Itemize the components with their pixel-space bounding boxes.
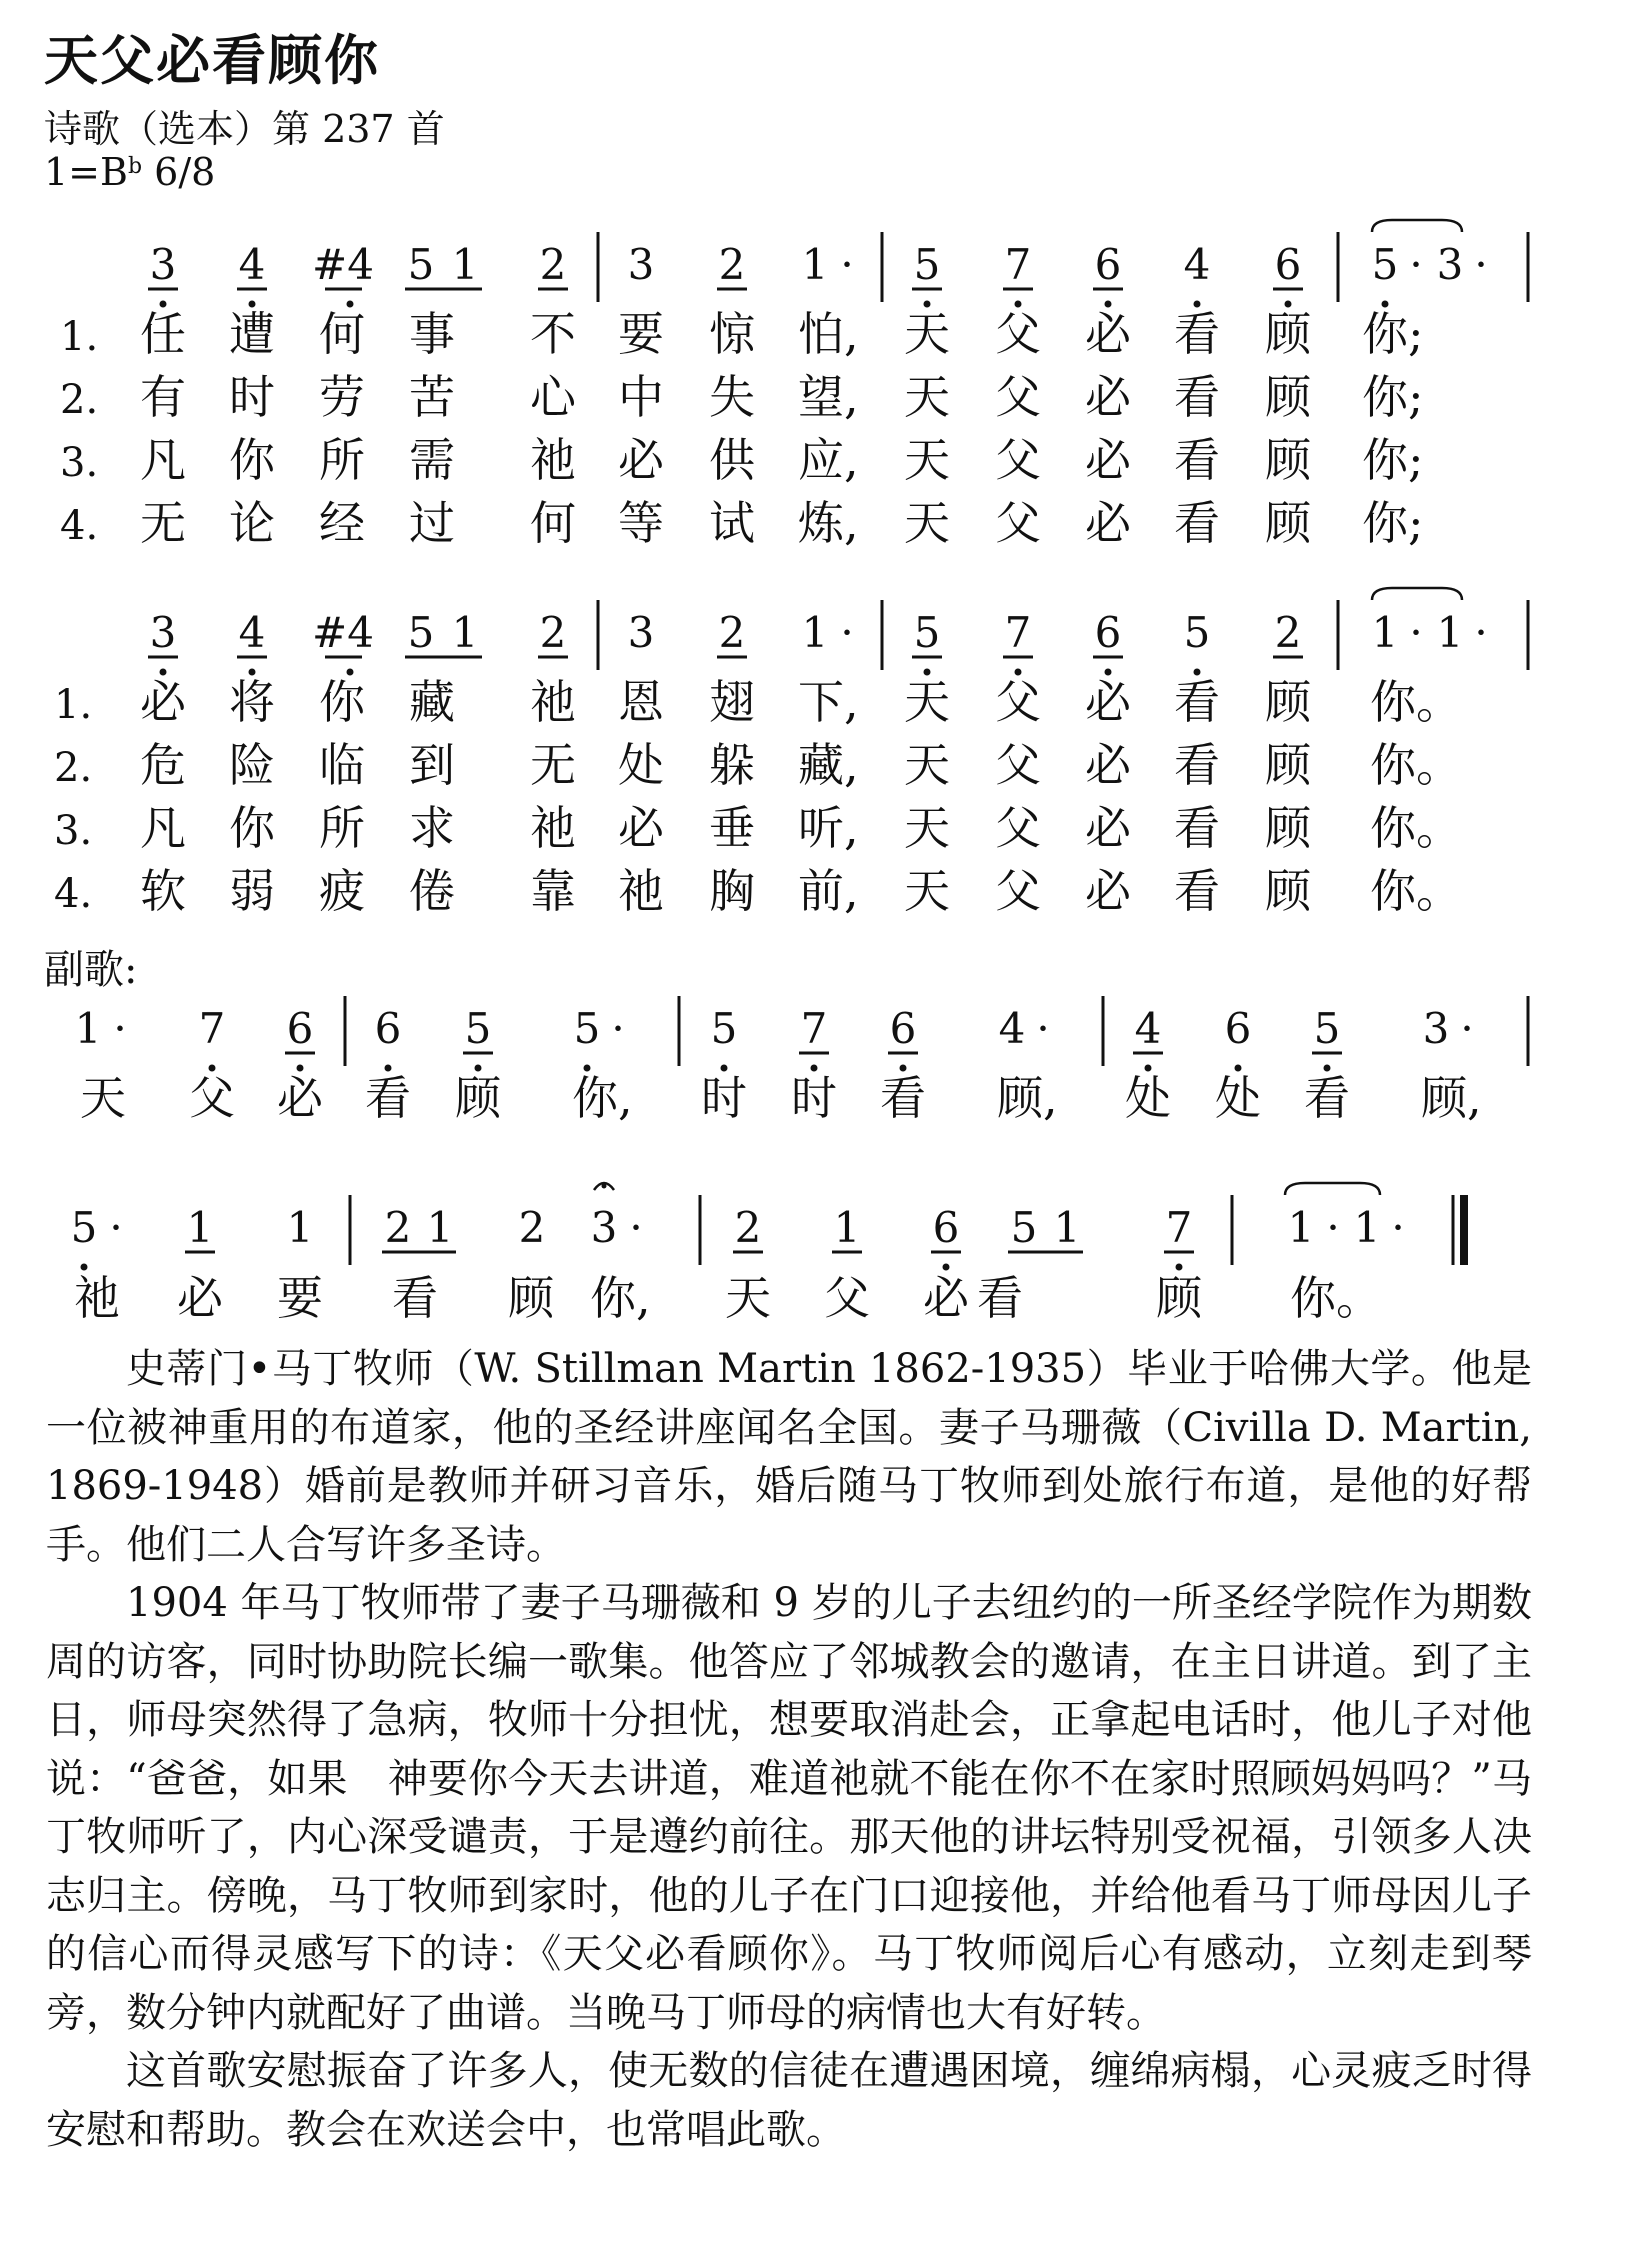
lyric-char: 你: [319, 675, 365, 729]
lyric-char: 要: [277, 1271, 323, 1325]
lyric-char: 苦: [409, 370, 455, 424]
lyric-char: 天: [904, 801, 950, 855]
note: #4: [312, 608, 374, 657]
note: 1: [186, 1203, 214, 1252]
verse-number: 4.: [54, 871, 93, 917]
lyric-char: 必: [923, 1271, 969, 1325]
augmentation-dot: ·: [1460, 1004, 1474, 1053]
lyric-char: 顾,: [1421, 1071, 1482, 1125]
lyric-char: 顾: [1265, 307, 1311, 361]
lyric-char: 必: [1085, 801, 1131, 855]
lyric-char: 过: [409, 496, 455, 550]
verse-number: 1.: [60, 314, 99, 360]
verse-4: [54, 864, 1462, 918]
note: 1: [451, 240, 479, 289]
tie-arc: [1372, 220, 1462, 232]
note: 2: [718, 608, 746, 657]
lyric-char: 听,: [798, 801, 859, 855]
note: 2: [1274, 608, 1302, 657]
lyric-char: 看: [1174, 675, 1220, 729]
lyric-char: 凡: [140, 801, 186, 855]
lyric-char: 天: [904, 433, 950, 487]
lyric-char: 需: [409, 433, 455, 487]
note: 5: [464, 1004, 492, 1053]
lyric-char: 父: [995, 864, 1041, 918]
lyric-char: 所: [319, 801, 365, 855]
note: 5: [407, 608, 435, 657]
bar-lines: [350, 1195, 1232, 1265]
lyric-char: 事: [409, 307, 455, 361]
lyric-char: 必: [177, 1271, 223, 1325]
chorus-lyrics: [74, 1271, 1382, 1325]
lyric-char: 你。: [1370, 801, 1462, 855]
lyric-char: 你: [229, 801, 275, 855]
lyric-char: 顾: [1265, 675, 1311, 729]
octave-dots: [81, 1264, 1183, 1271]
system-1: [60, 220, 1528, 550]
lyric-char: 看: [1174, 496, 1220, 550]
lyric-char: 惊: [709, 307, 755, 361]
lyric-char: 父: [995, 307, 1041, 361]
lyric-char: 任: [140, 307, 186, 361]
verse-lines: [54, 675, 1462, 918]
augmentation-dot: ·: [1391, 1203, 1405, 1252]
augmentation-dot: ·: [611, 1004, 625, 1053]
time-signature: 6/8: [154, 150, 216, 194]
octave-dots: [160, 669, 1201, 676]
lyric-char: 软: [140, 864, 186, 918]
lyric-char: 必: [1085, 433, 1131, 487]
lyric-char: 父: [995, 370, 1041, 424]
lyric-char: 论: [229, 496, 275, 550]
lyric-char: 看: [1304, 1071, 1350, 1125]
note: 2: [718, 240, 746, 289]
note: 6: [1094, 608, 1122, 657]
lyric-char: 顾: [1265, 370, 1311, 424]
story-paragraph: 史蒂门•马丁牧师（W. Stillman Martin 1862-1935）毕业于哈佛大学。他是一位被神重用的布道家，他的圣经讲座闻名全国。妻子马珊薇（Civilla D. Martin, 1869-1948）婚前是教师并研习音乐，婚后随马丁牧师到处旅行布道，是他的好帮手。他们二人合写许多圣诗。: [46, 1346, 1532, 1568]
verse-3: [60, 433, 1424, 487]
verse-1: [54, 675, 1462, 729]
lyric-char: 藏,: [798, 738, 859, 792]
lyric-char: 临: [319, 738, 365, 792]
lyric-char: 不: [530, 307, 576, 361]
verse-1: [60, 307, 1424, 361]
lyric-char: 到: [409, 738, 455, 792]
lyric-char: 你;: [1362, 370, 1424, 424]
lyric-char: 父: [824, 1271, 870, 1325]
note: 6: [286, 1004, 314, 1053]
lyric-char: 将: [229, 675, 275, 729]
lyric-char: 必: [277, 1071, 323, 1125]
lyric-char: 所: [319, 433, 365, 487]
note: 5: [913, 608, 941, 657]
lyric-char: 你,: [572, 1071, 633, 1125]
lyric-char: 你: [229, 433, 275, 487]
note: 6: [932, 1203, 960, 1252]
verse-number: 1.: [54, 682, 93, 728]
note: 5: [573, 1004, 601, 1053]
hymn-title: 天父必看顾你: [44, 29, 380, 92]
lyric-char: 顾: [1265, 433, 1311, 487]
lyric-char: 何: [530, 496, 576, 550]
note: 2: [539, 608, 567, 657]
verse-4: [60, 496, 1424, 550]
note: 5: [1010, 1203, 1038, 1252]
lyric-char: 祂: [74, 1271, 120, 1325]
note: 5: [1183, 608, 1211, 657]
augmentation-dot: ·: [109, 1203, 123, 1252]
lyric-char: 看: [1174, 864, 1220, 918]
hymn-story: [46, 1340, 1532, 2159]
chorus-label: 副歌:: [44, 947, 138, 993]
lyric-char: 处: [1215, 1071, 1261, 1125]
lyric-char: 躲: [709, 738, 755, 792]
note: 7: [1004, 608, 1032, 657]
augmentation-dot: ·: [1326, 1203, 1340, 1252]
notes-row: [71, 1203, 1405, 1252]
note: 5: [70, 1203, 98, 1252]
lyric-char: 藏: [409, 675, 455, 729]
lyric-char: 父: [995, 675, 1041, 729]
lyric-char: 无: [530, 738, 576, 792]
chorus-lyrics: [80, 1071, 1482, 1125]
augmentation-dot: ·: [840, 608, 854, 657]
lyric-char: 你;: [1362, 433, 1424, 487]
note: 3: [1436, 240, 1464, 289]
lyric-char: 天: [904, 675, 950, 729]
verse-number: 2.: [60, 377, 99, 423]
lyric-char: 你;: [1362, 307, 1424, 361]
note: 1: [1371, 608, 1399, 657]
lyric-char: 必: [1085, 496, 1131, 550]
lyric-char: 天: [904, 864, 950, 918]
lyric-char: 必: [1085, 370, 1131, 424]
lyric-char: 疲: [319, 864, 365, 918]
note: 6: [889, 1004, 917, 1053]
lyric-char: 你。: [1370, 864, 1462, 918]
note: 7: [1165, 1203, 1193, 1252]
note: 5: [913, 240, 941, 289]
note: 2: [734, 1203, 762, 1252]
lyric-char: 供: [709, 433, 755, 487]
note: 5: [1371, 240, 1399, 289]
lyric-char: 看: [880, 1071, 926, 1125]
note: 7: [800, 1004, 828, 1053]
lyric-char: 你,: [590, 1271, 651, 1325]
augmentation-dot: ·: [840, 240, 854, 289]
story-paragraph: 1904 年马丁牧师带了妻子马珊薇和 9 岁的儿子去纽约的一所圣经学院作为期数周的访客，同时协助院长编一歌集。他答应了邻城教会的邀请，在主日讲道。到了主日，师母突然得了急病，牧师十分担忧，想要取消赴会，正拿起电话时，他儿子对他说：“爸爸，如果 神要你今天去讲道，难道祂就不能在你不在家时照顾妈妈吗？”马丁牧师听了，内心深受谴责，于是遵约前往。那天他的讲坛特别受祝福，引领多人决志归主。傍晚，马丁牧师到家时，他的儿子在门口迎接他，并给他看马丁师母因儿子的信心而得灵感写下的诗：《天父必看顾你》。马丁牧师阅后心有感动，立刻走到琴旁，数分钟内就配好了曲谱。当晚马丁师母的病情也大有好转。: [46, 1580, 1532, 2036]
bar-lines: [345, 996, 1528, 1066]
lyric-char: 天: [904, 307, 950, 361]
lyric-char: 靠: [530, 864, 576, 918]
tie-arc: [1372, 588, 1462, 600]
note: 1: [1353, 1203, 1381, 1252]
note: 4: [238, 608, 266, 657]
lyric-char: 恩: [618, 675, 664, 729]
lyric-char: 祂: [530, 801, 576, 855]
lyric-char: 你。: [1290, 1271, 1382, 1325]
lyric-char: 时: [701, 1071, 747, 1125]
verse-2: [54, 738, 1462, 792]
lyric-char: 顾: [1265, 864, 1311, 918]
lyric-char: 下,: [798, 675, 859, 729]
verse-number: 4.: [60, 503, 99, 549]
lyric-char: 胸: [709, 864, 755, 918]
tie-arc: [1285, 1183, 1380, 1195]
lyric-char: 必: [1085, 307, 1131, 361]
verse-3: [54, 801, 1462, 855]
verse-2: [60, 370, 1424, 424]
note: 4: [1183, 240, 1211, 289]
lyric-char: 要: [618, 307, 664, 361]
notes-row: [150, 240, 1488, 289]
lyric-char: 顾: [1265, 496, 1311, 550]
note: 3: [1422, 1004, 1450, 1053]
lyric-char: 翅: [709, 675, 755, 729]
lyric-char: 倦: [409, 864, 455, 918]
fermata: [594, 1183, 614, 1190]
note: #4: [312, 240, 374, 289]
lyric-char: 祂: [530, 433, 576, 487]
augmentation-dot: ·: [1474, 240, 1488, 289]
lyric-char: 必: [1085, 864, 1131, 918]
note: 5: [407, 240, 435, 289]
chorus-system-2: [71, 1183, 1468, 1325]
lyric-char: 看: [1174, 738, 1220, 792]
lyric-char: 顾: [455, 1071, 501, 1125]
lyric-char: 时: [791, 1071, 837, 1125]
note: 6: [374, 1004, 402, 1053]
lyric-char: 怕,: [798, 307, 859, 361]
lyric-char: 你;: [1362, 496, 1424, 550]
note: 1: [801, 240, 829, 289]
note: 1: [833, 1203, 861, 1252]
lyric-char: 炼,: [798, 496, 859, 550]
lyric-char: 看: [392, 1271, 438, 1325]
lyric-char: 失: [709, 370, 755, 424]
lyric-char: 看: [365, 1071, 411, 1125]
note: 1: [74, 1004, 102, 1053]
lyric-char: 必: [1085, 675, 1131, 729]
note: 4: [238, 240, 266, 289]
lyric-char: 必: [618, 433, 664, 487]
note: 1: [451, 608, 479, 657]
lyric-char: 父: [995, 496, 1041, 550]
note: 7: [1004, 240, 1032, 289]
lyric-char: 无: [140, 496, 186, 550]
lyric-char: 父: [995, 738, 1041, 792]
lyric-char: 父: [995, 433, 1041, 487]
note: 1: [1053, 1203, 1081, 1252]
lyric-char: 应,: [798, 433, 859, 487]
lyric-char: 有: [140, 370, 186, 424]
key-prefix: 1=B: [44, 150, 128, 194]
lyric-char: 时: [229, 370, 275, 424]
lyric-char: 看: [1174, 801, 1220, 855]
lyric-char: 必: [618, 801, 664, 855]
lyric-char: 凡: [140, 433, 186, 487]
note: 1: [801, 608, 829, 657]
augmentation-dot: ·: [113, 1004, 127, 1053]
note: 3: [590, 1203, 618, 1252]
lyric-char: 中: [618, 370, 664, 424]
lyric-char: 看: [1174, 370, 1220, 424]
lyric-char: 危: [140, 738, 186, 792]
verse-number: 2.: [54, 745, 93, 791]
story-paragraph: 这首歌安慰振奋了许多人，使无数的信徒在遭遇困境，缠绵病榻，心灵疲乏时得安慰和帮助。教会在欢送会中，也常唱此歌。: [46, 2048, 1532, 2153]
note: 3: [149, 608, 177, 657]
lyric-char: 你。: [1370, 675, 1462, 729]
lyric-char: 处: [1125, 1071, 1171, 1125]
hymn-number: 诗歌（选本）第 237 首: [44, 107, 445, 151]
lyric-char: 祂: [530, 675, 576, 729]
note: 1: [286, 1203, 314, 1252]
lyric-char: 父: [189, 1071, 235, 1125]
lyric-char: 你。: [1370, 738, 1462, 792]
lyric-char: 看: [977, 1271, 1023, 1325]
lyric-char: 看: [1174, 307, 1220, 361]
note: 3: [149, 240, 177, 289]
lyric-char: 何: [319, 307, 365, 361]
note: 4: [998, 1004, 1026, 1053]
augmentation-dot: ·: [1409, 240, 1423, 289]
lyric-char: 祂: [618, 864, 664, 918]
lyric-char: 遭: [229, 307, 275, 361]
note: 6: [1224, 1004, 1252, 1053]
lyric-char: 天: [725, 1271, 771, 1325]
lyric-char: 天: [904, 496, 950, 550]
note: 1: [1436, 608, 1464, 657]
augmentation-dot: ·: [1036, 1004, 1050, 1053]
lyric-char: 父: [995, 801, 1041, 855]
lyric-char: 顾: [508, 1271, 554, 1325]
verse-number: 3.: [54, 808, 93, 854]
lyric-char: 求: [409, 801, 455, 855]
lyric-char: 心: [530, 370, 576, 424]
lyric-char: 前,: [798, 864, 859, 918]
lyric-char: 垂: [709, 801, 755, 855]
note: 6: [1274, 240, 1302, 289]
note: 7: [198, 1004, 226, 1053]
chorus-system-1: [75, 996, 1528, 1125]
augmentation-dot: ·: [1474, 608, 1488, 657]
note: 1: [426, 1203, 454, 1252]
note: 6: [1094, 240, 1122, 289]
lyric-char: 天: [904, 738, 950, 792]
lyric-char: 试: [709, 496, 755, 550]
lyric-char: 经: [319, 496, 365, 550]
lyric-char: 处: [618, 738, 664, 792]
lyric-char: 顾: [1265, 738, 1311, 792]
note: 3: [627, 608, 655, 657]
verse-number: 3.: [60, 440, 99, 486]
double-bar-line: [1453, 1195, 1468, 1265]
verse-lines: [60, 307, 1424, 550]
note: 4: [1134, 1004, 1162, 1053]
lyric-char: 劳: [319, 370, 365, 424]
note: 2: [518, 1203, 546, 1252]
lyric-char: 必: [1085, 738, 1131, 792]
note: 1: [1287, 1203, 1315, 1252]
note: 2: [539, 240, 567, 289]
lyric-char: 顾: [1265, 801, 1311, 855]
note: 5: [1313, 1004, 1341, 1053]
lyric-char: 天: [904, 370, 950, 424]
lyric-char: 看: [1174, 433, 1220, 487]
flat-sign: b: [127, 154, 143, 180]
note: 2: [384, 1203, 412, 1252]
lyric-char: 险: [229, 738, 275, 792]
note: 5: [710, 1004, 738, 1053]
lyric-char: 望,: [798, 370, 859, 424]
lyric-char: 等: [618, 496, 664, 550]
note: 3: [627, 240, 655, 289]
notes-row: [75, 1004, 1474, 1053]
system-2: [54, 588, 1528, 918]
lyric-char: 天: [80, 1071, 126, 1125]
lyric-char: 必: [140, 675, 186, 729]
lyric-char: 弱: [229, 864, 275, 918]
notes-row: [150, 608, 1488, 657]
lyric-char: 顾: [1156, 1271, 1202, 1325]
augmentation-dot: ·: [629, 1203, 643, 1252]
lyric-char: 顾,: [997, 1071, 1058, 1125]
augmentation-dot: ·: [1409, 608, 1423, 657]
